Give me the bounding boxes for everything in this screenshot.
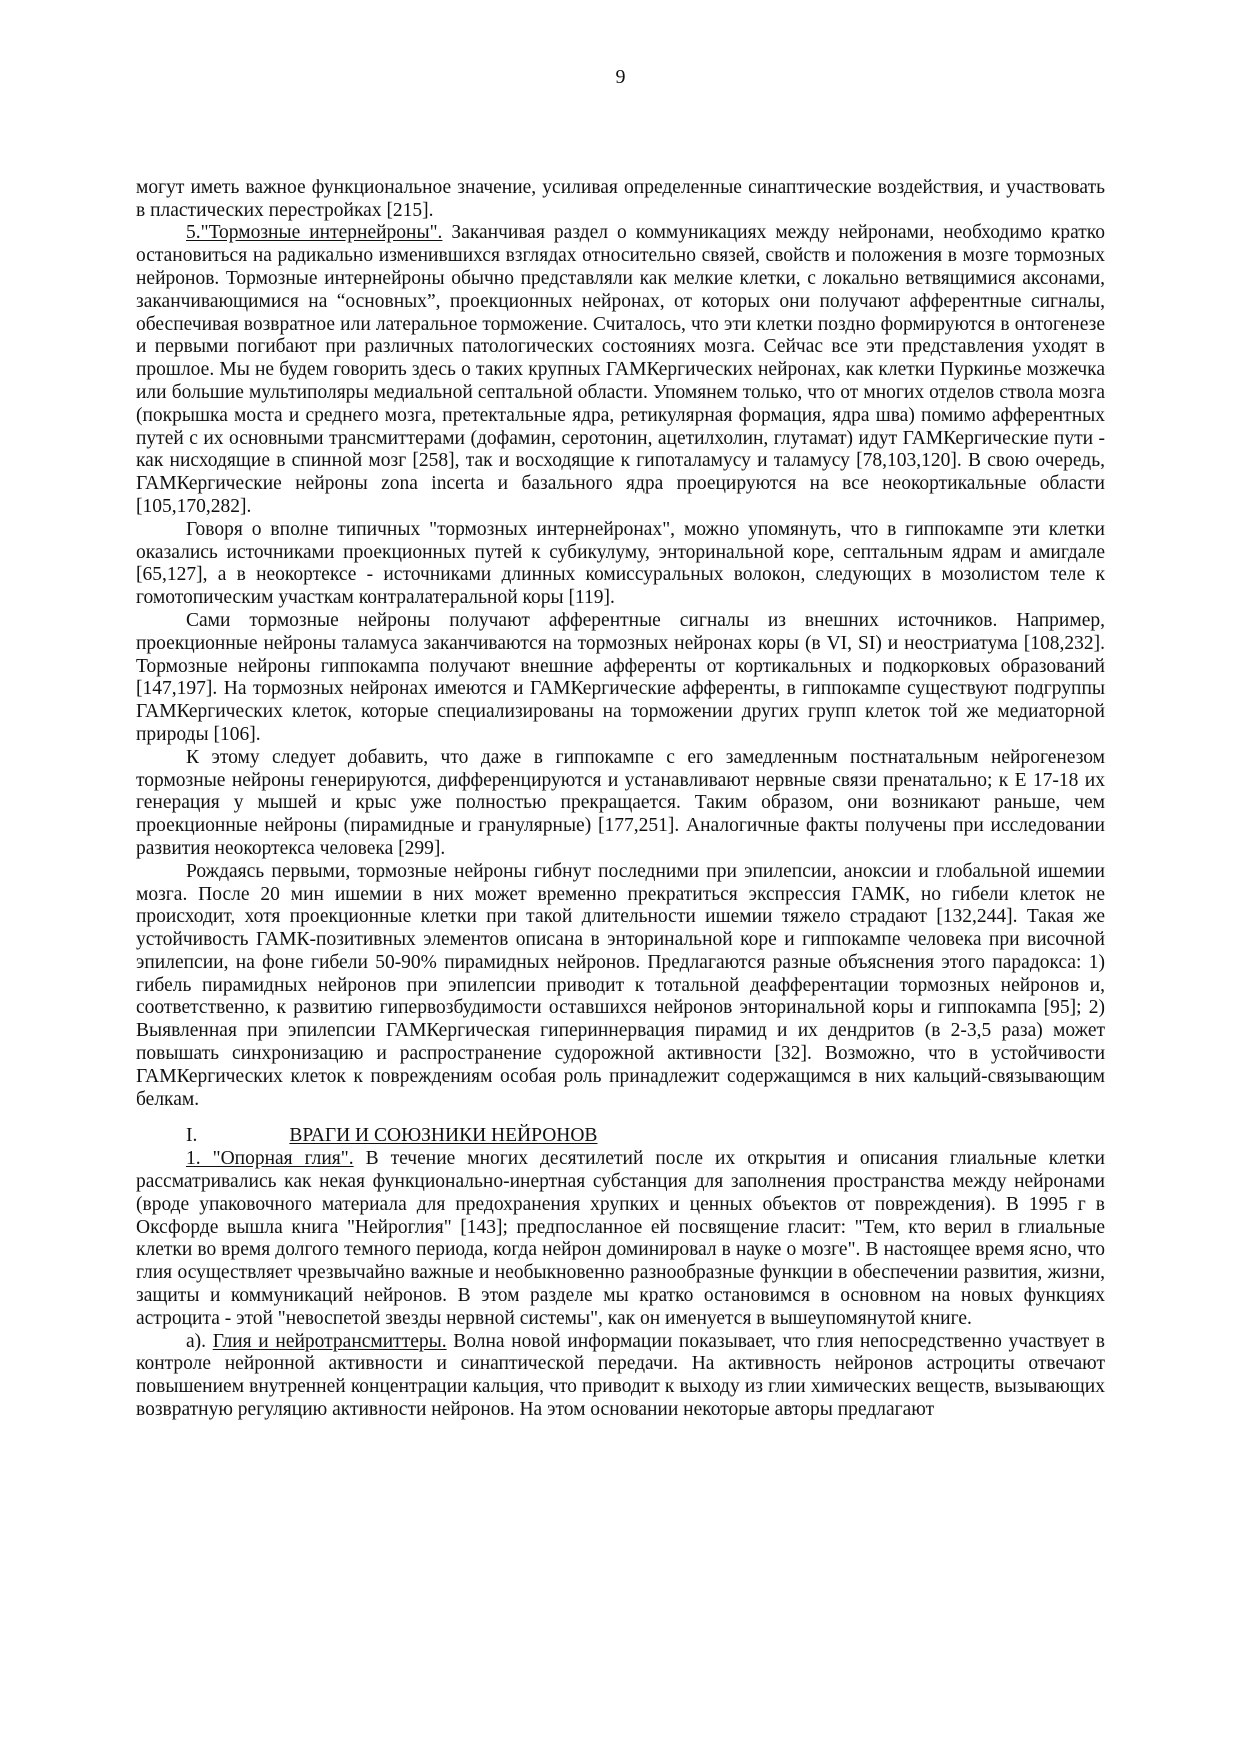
underlined-text-run: 1. "Опорная глия". xyxy=(186,1148,354,1170)
underlined-text-run: ВРАГИ И СОЮЗНИКИ НЕЙРОНОВ xyxy=(289,1125,598,1147)
text-run: К этому следует добавить, что даже в гиппокампе с его замедленным постнатальным нейрогенезом тормозные нейроны генерируются, дифференцируются и устанавливают нервные связи пренатально; к Е 17-18 их генерация у мышей и крыс уже полностью прекращается. Таким образом, они возникают раньше, чем проекционные нейроны (пирамидные и гранулярные) [177,251]. Аналогичные факты получены при исследовании развития неокортекса человека [299]. xyxy=(136,746,1105,859)
text-run: В течение многих десятилетий после их открытия и описания глиальные клетки рассматривались как некая функционально-инертная субстанция для заполнения пространства между нейронами (вроде упаковочного материала для предохранения хрупких и ценных объектов от повреждения). В 1995 г в Оксфорде вышла книга "Нейроглия" [143]; предпосланное ей посвящение гласит: "Тем, кто верил в глиальные клетки во время долгого темного периода, когда нейрон доминировал в науке о мозге". В настоящее время ясно, что глия осуществляет чрезвычайно важные и необыкновенно разнообразные функции в обеспечении развития, жизни, защиты и коммуникаций нейронов. В этом разделе мы кратко остановимся в основном на новых функциях астроцита - этой "невоспетой звезды нервной системы", как он именуется в вышеупомянутой книге. xyxy=(136,1148,1105,1329)
paragraph xyxy=(136,747,1105,861)
page-number: 9 xyxy=(615,66,626,88)
text-run: Рождаясь первыми, тормозные нейроны гибнут последними при эпилепсии, аноксии и глобальной ишемии мозга. После 20 мин ишемии в них может временно прекратиться экспрессия ГАМК, но гибели клеток не происходит, хотя проекционные клетки при такой длительности ишемии тяжело страдают [132,244]. Такая же устойчивость ГАМК-позитивных элементов описана в энторинальной коре и гиппокампе человека при височной эпилепсии, на фоне гибели 50-90% пирамидных нейронов. Предлагаются разные объяснения этого парадокса: 1) гибель пирамидных нейронов при эпилепсии приводит к тотальной деафферентации тормозных нейронов и, соответственно, к развитию гипервозбудимости оставшихся нейронов энторинальной коры и гиппокампа [95]; 2) Выявленная при эпилепсии ГАМКергическая гипериннервация пирамид и их дендритов (в 2-3,5 раза) может повышать синхронизацию и распространение судорожной активности [32]. Возможно, что в устойчивости ГАМКергических клеток к повреждениям особая роль принадлежит содержащимся в них кальций-связывающим белкам. xyxy=(136,860,1105,1110)
paragraph xyxy=(136,610,1105,747)
paragraph xyxy=(136,1148,1105,1330)
text-run: могут иметь важное функциональное значение, усиливая определенные синаптические воздействия, и участвовать в пластических перестройках [215]. xyxy=(136,176,1105,221)
text-run: I. xyxy=(186,1125,198,1147)
paragraph xyxy=(136,861,1105,1112)
text-run: Волна новой информации показывает, что глия непосредственно участвует в контроле нейронной активности и синаптической передачи. На активность нейронов астроциты отвечают повышением внутренней концентрации кальция, что приводит к выходу из глии химических веществ, вызывающих возвратную регуляцию активности нейронов. На этом основании некоторые авторы предлагают xyxy=(136,1330,1105,1421)
underlined-text-run: Глия и нейротрансмиттеры. xyxy=(212,1330,447,1352)
text-run: Заканчивая раздел о коммуникациях между нейронами, необходимо кратко остановиться на радикально изменившихся взглядах относительно связей, свойств и положения в мозге тормозных нейронов. Тормозные интернейроны обычно представляли как мелкие клетки, с локально ветвящимися аксонами, заканчивающимися на “основных”, проекционных нейронах, от которых они получают афферентные сигналы, обеспечивая возвратное или латеральное торможение. Считалось, что эти клетки поздно формируются в онтогенезе и первыми погибают при различных патологических состояниях мозга. Сейчас все эти представления уходят в прошлое. Мы не будем говорить здесь о таких крупных ГАМКергических нейронах, как клетки Пуркинье мозжечка или большие мультиполяры медиальной септальной области. Упомянем только, что от многих отделов ствола мозга (покрышка моста и среднего мозга, претектальные ядра, ретикулярная формация, ядра шва) помимо афферентных путей с их основными трансмиттерами (дофамин, серотонин, ацетилхолин, глутамат) идут ГАМКергические пути - как нисходящие в спинной мозг [258], так и восходящие к гипоталамусу и таламусу [78,103,120]. В свою очередь, ГАМКергические нейроны zona incerta и базального ядра проецируются на все неокортикальные области [105,170,282]. xyxy=(136,222,1106,517)
paragraph xyxy=(136,177,1105,223)
text-run: Сами тормозные нейроны получают афферентные сигналы из внешних источников. Например, проекционные нейроны таламуса заканчиваются на тормозных нейронах коры (в VI, SI) и неостриатума [108,232]. Тормозные нейроны гиппокампа получают внешние афференты от кортикальных и подкорковых образований [147,197]. На тормозных нейронах имеются и ГАМКергические афференты, в гиппокампе существуют подгруппы ГАМКергических клеток, которые специализированы на торможении других групп клеток той же медиаторной природы [106]. xyxy=(136,609,1105,745)
document-body xyxy=(136,177,1105,1422)
paragraph xyxy=(136,519,1105,610)
text-run: Говоря о вполне типичных "тормозных интернейронах", можно упомянуть, что в гиппокампе эти клетки оказались источниками проекционных путей к субикулуму, энторинальной коре, септальным ядрам и амигдале [65,127], а в неокортексе - источниками длинных комиссуральных волокон, следующих в мозолистом теле к гомотопическим участкам контралатеральной коры [119]. xyxy=(136,518,1105,609)
paragraph xyxy=(136,1331,1105,1422)
underlined-text-run: 5."Тормозные интернейроны". xyxy=(186,222,443,244)
text-run: а). xyxy=(186,1330,213,1352)
section-heading xyxy=(136,1125,1105,1148)
paragraph xyxy=(136,222,1105,518)
